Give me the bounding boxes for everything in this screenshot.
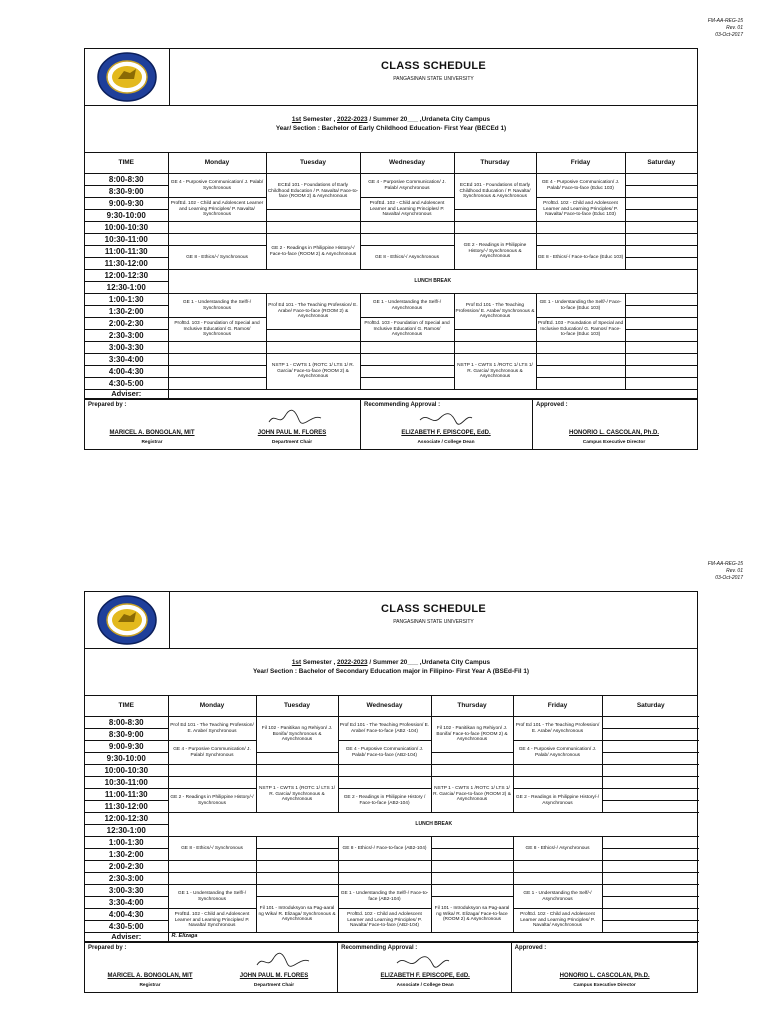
director-name: HONORIO L. CASCOLAN, Ph.D.: [559, 973, 650, 979]
time-slot: 11:30-12:00: [85, 258, 168, 270]
empty-cell: [266, 222, 360, 234]
empty-cell: [454, 330, 536, 342]
empty-cell: [360, 342, 454, 354]
time-slot: 2:00-2:30: [85, 318, 168, 330]
time-slot: 8:30-9:00: [85, 186, 168, 198]
schedule-sheet-2: [84, 591, 698, 993]
class-cell: Prof Ed 101 - The Teaching Profession/ E. Arabe/ Asynchronous: [513, 717, 602, 741]
page-title: CLASS SCHEDULE: [380, 60, 487, 72]
class-cell: NSTP 1 - CWTS 1 /ROTC 1/ LTS 1/ R. Garcia/ Synchronous & Asynchronous: [454, 354, 536, 390]
empty-cell: [256, 873, 338, 885]
adviser-label: Adviser:: [85, 390, 168, 399]
empty-cell: [625, 174, 697, 186]
prepared-by-label: Prepared by :: [88, 402, 127, 408]
class-cell: NSTP 1 - CWTS 1 /ROTC 1/ LTS 1/ R. Garcia/ Face-to-face (ROOM 2) & Asynchronous: [431, 777, 513, 813]
signatories: [85, 399, 697, 449]
empty-cell: [625, 246, 697, 258]
class-cell: ECEd 101 - Foundations of Early Childhood Education / P. Navalta/ Face-to-face (ROOM 2) & Asynchronous: [266, 174, 360, 210]
time-slot: 2:00-2:30: [85, 861, 168, 873]
class-cell: GE 1 - Understanding the Self/-/ Asynchronous: [513, 885, 602, 909]
class-cell: ProfEd. 103 - Foundation of Special and Inclusive Education/ G. Ramos/ Asynchronous: [360, 318, 454, 342]
empty-cell: [454, 222, 536, 234]
adviser-name: [168, 390, 697, 399]
time-slot: 1:00-1:30: [85, 294, 168, 306]
empty-cell: [602, 753, 699, 765]
class-cell: GE 4 - Purposive Communication/ J. Palab/ Asynchronous: [360, 174, 454, 198]
time-slot: 1:30-2:00: [85, 306, 168, 318]
empty-cell: [625, 342, 697, 354]
registrar-name: MARICEL A. BONGOLAN, MIT: [107, 973, 193, 979]
header-saturday: Saturday: [625, 153, 697, 174]
time-slot: 12:00-12:30: [85, 813, 168, 825]
lunch-break: LUNCH BREAK: [168, 270, 697, 294]
header-thursday: Thursday: [431, 696, 513, 717]
class-cell: GE 1 - Understanding the Self/-/ Asynchronous: [360, 294, 454, 318]
class-cell: GE 2 - Readings in Philippine History/-/ Synchronous: [168, 789, 256, 813]
class-cell: ECEd 101 - Foundations of Early Childhood Education / P. Navalta/ Synchronous & Asynchronous: [454, 174, 536, 210]
class-cell: GE 4 - Purposive Communication/ J. Palab/ Asynchronous: [513, 741, 602, 765]
empty-cell: [602, 801, 699, 813]
empty-cell: [431, 849, 513, 861]
adviser-label: Adviser:: [85, 933, 168, 942]
class-cell: ProfEd. 102 - Child and Adolescent Learner and Learning Principles/ P. Navalta/ Synchronous: [168, 198, 266, 222]
empty-cell: [625, 318, 697, 330]
time-slot: 3:00-3:30: [85, 342, 168, 354]
adviser-name: R. Elizaga: [168, 933, 699, 942]
empty-cell: [431, 873, 513, 885]
class-cell: ProfEd. 103 - Foundation of Special and Inclusive Education/ G. Ramos/ Face-to-face (Educ 103): [536, 318, 625, 342]
chair-name: JOHN PAUL M. FLORES: [257, 430, 327, 436]
class-cell: GE 8 - Ethics/-/ Asynchronous: [513, 837, 602, 861]
empty-cell: [360, 366, 454, 378]
director-name: HONORIO L. CASCOLAN, Ph.D.: [569, 430, 659, 436]
class-cell: Prof Ed 101 - The Teaching Profession/ E. Arabe/ Synchronous: [168, 717, 256, 741]
time-slot: 12:00-12:30: [85, 270, 168, 282]
empty-cell: [602, 789, 699, 801]
empty-cell: [431, 753, 513, 765]
semester-info: 1st Semester , 2022-2023 / Summer 20___ ,Urdaneta City Campus Year/ Section : Bachelor of Early Childhood Education- First Year (BECEd 1): [85, 106, 697, 153]
empty-cell: [168, 777, 256, 789]
empty-cell: [338, 765, 431, 777]
header-saturday: Saturday: [602, 696, 699, 717]
empty-cell: [338, 861, 431, 873]
class-cell: GE 1 - Understanding the Self/-/ Synchronous: [168, 294, 266, 318]
time-slot: 4:30-5:00: [85, 378, 168, 390]
registrar-name: MARICEL A. BONGOLAN, MIT: [109, 430, 195, 436]
time-slot: 11:00-11:30: [85, 246, 168, 258]
header-time: TIME: [85, 153, 168, 174]
signatories: [85, 942, 697, 992]
empty-cell: [266, 330, 360, 342]
signature-icon: [393, 953, 453, 971]
time-slot: 4:30-5:00: [85, 921, 168, 933]
empty-cell: [168, 366, 266, 378]
empty-cell: [168, 765, 256, 777]
recommending-label: Recommending Approval :: [364, 402, 441, 408]
section-line: Year/ Section : Bachelor of Early Childhood Education- First Year (BECEd 1): [275, 125, 507, 132]
empty-cell: [513, 765, 602, 777]
empty-cell: [625, 210, 697, 222]
form-code: FM-AA-REG-15 Rev. 01 03-Oct-2017: [707, 18, 743, 38]
class-cell: Prof Ed 101 - The Teaching Profession/ E. Arabe/ Synchronous & Asynchronous: [454, 294, 536, 330]
empty-cell: [602, 729, 699, 741]
empty-cell: [168, 354, 266, 366]
time-slot: 1:30-2:00: [85, 849, 168, 861]
class-cell: ProfEd. 102 - Child and Adolescent Learner and Learning Principles/ P. Navalta/ Face-to-face (Educ 103): [536, 198, 625, 222]
empty-cell: [256, 837, 338, 849]
header-tuesday: Tuesday: [266, 153, 360, 174]
class-cell: ProfEd. 102 - Child and Adolescent Learner and Learning Principles/ P. Navalta/ Face-to-face (AB2-104): [338, 909, 431, 933]
empty-cell: [256, 753, 338, 765]
time-slot: 3:00-3:30: [85, 885, 168, 897]
empty-cell: [536, 222, 625, 234]
empty-cell: [168, 234, 266, 246]
recommending-label: Recommending Approval :: [341, 945, 418, 951]
empty-cell: [602, 921, 699, 933]
time-slot: 10:30-11:00: [85, 777, 168, 789]
schedule-table: [85, 696, 699, 942]
time-slot: 11:00-11:30: [85, 789, 168, 801]
empty-cell: [256, 885, 338, 897]
empty-cell: [625, 378, 697, 390]
empty-cell: [513, 777, 602, 789]
time-slot: 10:00-10:30: [85, 765, 168, 777]
university-name: PANGASINAN STATE UNIVERSITY: [393, 76, 474, 82]
class-cell: GE 8 - Ethics/-/ Synchronous: [168, 246, 266, 270]
empty-cell: [256, 849, 338, 861]
empty-cell: [625, 186, 697, 198]
empty-cell: [431, 861, 513, 873]
dean-name: ELIZABETH F. EPISCOPE, EdD.: [401, 430, 491, 436]
empty-cell: [168, 342, 266, 354]
empty-cell: [536, 366, 625, 378]
schedule-sheet-1: [84, 48, 698, 450]
time-slot: 9:30-10:00: [85, 210, 168, 222]
class-cell: GE 2 - Readings in Philippine History/-/ Face-to-face (ROOM 2) & Asynchronous: [266, 234, 360, 270]
header-friday: Friday: [536, 153, 625, 174]
empty-cell: [625, 234, 697, 246]
empty-cell: [625, 294, 697, 306]
class-cell: ProfEd. 103 - Foundation of Special and Inclusive Education/ G. Ramos/ Synchronous: [168, 318, 266, 342]
empty-cell: [602, 765, 699, 777]
registrar-title: Registrar: [141, 440, 163, 445]
empty-cell: [266, 342, 360, 354]
time-slot: 3:30-4:00: [85, 897, 168, 909]
header-tuesday: Tuesday: [256, 696, 338, 717]
class-cell: GE 8 - Ethics/-/ Face-to-face (Educ 103): [536, 246, 625, 270]
empty-cell: [338, 873, 431, 885]
empty-cell: [454, 210, 536, 222]
class-cell: GE 8 - Ethics/-/ Face-to-face (AB2-104): [338, 837, 431, 861]
class-cell: GE 1 - Understanding the Self/-/ Synchronous: [168, 885, 256, 909]
empty-cell: [168, 378, 266, 390]
class-cell: GE 8 - Ethics/-/ Asynchronous: [360, 246, 454, 270]
time-slot: 10:30-11:00: [85, 234, 168, 246]
time-slot: 4:00-4:30: [85, 909, 168, 921]
class-cell: ProfEd. 102 - Child and Adolescent Learner and Learning Principles/ P. Navalta/ Synchronous: [168, 909, 256, 933]
class-cell: GE 4 - Purposive Communication/ J. Palab/ Synchronous: [168, 741, 256, 765]
empty-cell: [454, 342, 536, 354]
class-cell: NSTP 1 - CWTS 1 (ROTC 1/ LTS 1/ R. Garcia/ Synchronous & Asynchronous: [256, 777, 338, 813]
approved-label: Approved :: [536, 402, 568, 408]
class-cell: NSTP 1 - CWTS 1 (ROTC 1/ LTS 1/ R. Garcia/ Face-to-face (ROOM 2) & Asynchronous: [266, 354, 360, 390]
class-cell: ProfEd. 102 - Child and Adolescent Learner and Learning Principles/ P. Navalta/ Asynchronous: [513, 909, 602, 933]
university-name: PANGASINAN STATE UNIVERSITY: [393, 619, 474, 625]
signature-icon: [416, 410, 476, 428]
empty-cell: [431, 765, 513, 777]
time-slot: 10:00-10:30: [85, 222, 168, 234]
empty-cell: [360, 222, 454, 234]
empty-cell: [625, 222, 697, 234]
empty-cell: [625, 354, 697, 366]
empty-cell: [625, 198, 697, 210]
class-cell: Fil 102 - Panitikan ng Rehiyon/ J. Bonifa/ Face-to-face (ROOM 2) & Asynchronous: [431, 717, 513, 753]
class-cell: GE 1 - Understanding the Self/-/ Face-to-face (Educ 103): [536, 294, 625, 318]
signature-icon: [265, 408, 325, 428]
class-cell: GE 2 - Readings in Philippine History/-/ Asynchronous: [513, 789, 602, 813]
time-slot: 12:30-1:00: [85, 825, 168, 837]
class-cell: GE 2 - Readings in Philippine History/-/ Synchronous & Asynchronous: [454, 234, 536, 270]
director-title: Campus Executive Director: [573, 983, 636, 988]
header-friday: Friday: [513, 696, 602, 717]
empty-cell: [536, 378, 625, 390]
empty-cell: [536, 354, 625, 366]
empty-cell: [602, 777, 699, 789]
empty-cell: [256, 861, 338, 873]
director-title: Campus Executive Director: [582, 440, 646, 445]
header-monday: Monday: [168, 153, 266, 174]
time-slot: 3:30-4:00: [85, 354, 168, 366]
time-slot: 11:30-12:00: [85, 801, 168, 813]
registrar-title: Registrar: [139, 983, 161, 988]
semester-info: 1st Semester , 2022-2023 / Summer 20___ ,Urdaneta City Campus Year/ Section : Bachelor of Secondary Education major in Filipino- First Year A (BSEd-Fil 1): [85, 649, 697, 696]
empty-cell: [168, 222, 266, 234]
empty-cell: [602, 909, 699, 921]
time-slot: 9:00-9:30: [85, 741, 168, 753]
dean-name: ELIZABETH F. EPISCOPE, EdD.: [380, 973, 470, 979]
class-cell: Fil 102 - Panitikan ng Rehiyon/ J. Bonifa/ Synchronous & Asynchronous: [256, 717, 338, 753]
empty-cell: [625, 258, 697, 270]
empty-cell: [602, 861, 699, 873]
time-slot: 4:00-4:30: [85, 366, 168, 378]
time-slot: 9:00-9:30: [85, 198, 168, 210]
time-slot: 8:30-9:00: [85, 729, 168, 741]
form-code: FM-AA-REG-15 Rev. 01 03-Oct-2017: [707, 561, 743, 581]
prepared-by-label: Prepared by :: [88, 945, 127, 951]
header-thursday: Thursday: [454, 153, 536, 174]
page-title: CLASS SCHEDULE: [380, 603, 487, 615]
empty-cell: [266, 210, 360, 222]
empty-cell: [360, 234, 454, 246]
time-slot: 12:30-1:00: [85, 282, 168, 294]
empty-cell: [431, 885, 513, 897]
chair-title: Department Chair: [271, 440, 313, 445]
empty-cell: [602, 873, 699, 885]
empty-cell: [168, 861, 256, 873]
empty-cell: [168, 873, 256, 885]
time-slot: 1:00-1:30: [85, 837, 168, 849]
class-cell: GE 2 - Readings in Philippine History / Face-to-face (AB2-104): [338, 789, 431, 813]
time-slot: 9:30-10:00: [85, 753, 168, 765]
empty-cell: [602, 717, 699, 729]
empty-cell: [625, 366, 697, 378]
empty-cell: [602, 741, 699, 753]
class-cell: ProfEd. 102 - Child and Adolescent Learner and Learning Principles/ P. Navalta/ Asynchronous: [360, 198, 454, 222]
header-wednesday: Wednesday: [360, 153, 454, 174]
seal-icon: [96, 51, 158, 103]
empty-cell: [360, 354, 454, 366]
empty-cell: [338, 777, 431, 789]
class-cell: GE 4 - Purposive Communication/ J. Palab/ Synchronous: [168, 174, 266, 198]
lunch-break: LUNCH BREAK: [168, 813, 699, 837]
class-cell: Prof Ed 101 - The Teaching Profession/ E. Arabe/ Face-to-face (ROOM 2) & Asynchronous: [266, 294, 360, 330]
empty-cell: [625, 330, 697, 342]
class-cell: Fil 101 - Introduksyon sa Pag-aaral ng Wika/ R. Elizaga/ Face-to-face (ROOM 2) & Asynchronous: [431, 897, 513, 933]
schedule-table: [85, 153, 697, 399]
empty-cell: [602, 849, 699, 861]
empty-cell: [513, 873, 602, 885]
time-slot: 2:30-3:00: [85, 873, 168, 885]
header-time: TIME: [85, 696, 168, 717]
empty-cell: [625, 306, 697, 318]
empty-cell: [360, 378, 454, 390]
signature-icon: [253, 951, 313, 971]
class-cell: Prof Ed 101 - The Teaching Profession/ E. Arabe/ Face-to-face (AB2 -104): [338, 717, 431, 741]
seal-icon: [96, 594, 158, 646]
empty-cell: [536, 234, 625, 246]
empty-cell: [256, 765, 338, 777]
dean-title: Associate / College Dean: [396, 983, 454, 988]
dean-title: Associate / College Dean: [417, 440, 475, 445]
time-slot: 2:30-3:00: [85, 330, 168, 342]
header-wednesday: Wednesday: [338, 696, 431, 717]
class-cell: GE 8 - Ethics/-/ Synchronous: [168, 837, 256, 861]
chair-title: Department Chair: [253, 983, 295, 988]
empty-cell: [602, 897, 699, 909]
empty-cell: [536, 342, 625, 354]
class-cell: GE 4 - Purposive Communication/ J. Palab/ Face-to-face (Educ 103): [536, 174, 625, 198]
university-seal: [85, 49, 170, 105]
time-slot: 8:00-8:30: [85, 174, 168, 186]
empty-cell: [602, 885, 699, 897]
section-line: Year/ Section : Bachelor of Secondary Education major in Filipino- First Year A (BSEd-Fil 1): [252, 668, 530, 675]
header-monday: Monday: [168, 696, 256, 717]
class-cell: GE 1 - Understanding the Self/-/ Face-to-face (AB2-104): [338, 885, 431, 909]
class-cell: Fil 101 - Introduksyon sa Pag-aaral ng Wika/ R. Elizaga/ Synchronous & Asynchronous: [256, 897, 338, 933]
university-seal: [85, 592, 170, 648]
empty-cell: [602, 837, 699, 849]
class-cell: GE 4 - Purposive Communication/ J. Palab/ Face-to-face (AB2-104): [338, 741, 431, 765]
empty-cell: [431, 837, 513, 849]
empty-cell: [513, 861, 602, 873]
time-slot: 8:00-8:30: [85, 717, 168, 729]
approved-label: Approved :: [514, 945, 547, 951]
chair-name: JOHN PAUL M. FLORES: [239, 973, 309, 979]
